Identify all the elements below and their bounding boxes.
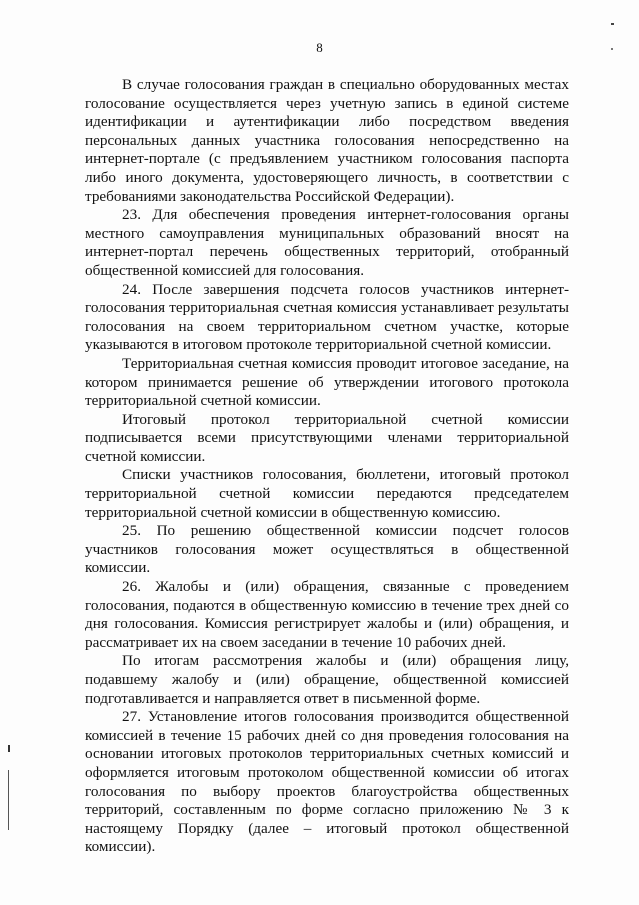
paragraph-item-26: 26. Жалобы и (или) обращения, связанные с проведением голосования, подаются в общественную комиссию в течение трех дней со дня голосования. Комиссия регистрирует жалобы и (или) обращения, и рассматривает их на своем заседании в течение 10 рабочих дней. (85, 578, 569, 651)
paragraph-item-25: 25. По решению общественной комиссии подсчет голосов участников голосования может осуществляться в общественной комиссии. (85, 522, 569, 577)
page-number: 8 (316, 40, 323, 55)
paragraph-complaint-response: По итогам рассмотрения жалобы и (или) обращения лицу, подавшему жалобу и (или) обращение, общественной комиссией подготавливается и направляется ответ в письменной форме. (85, 652, 569, 707)
paragraph-final-meeting: Территориальная счетная комиссия проводит итоговое заседание, на котором принимается решение об утверждении итогового протокола территориальной счетной комиссии. (85, 354, 569, 410)
paragraph-item-24: 24. После завершения подсчета голосов участников интернет-голосования территориальная счетная комиссия устанавливает результаты голосования на своем территориальном счетном участке, которые указываются в итоговом протоколе территориальной счетной комиссии. (85, 280, 569, 354)
scan-artifact-line (8, 770, 9, 830)
paragraph-lists-transfer: Списки участников голосования, бюллетени, итоговый протокол территориальной счетной комиссии передаются председателем территориальной счетной комиссии в общественную комиссию. (85, 466, 569, 521)
scan-artifact-dot (611, 48, 613, 50)
scan-artifact-mark (8, 745, 10, 752)
paragraph-internet-voting-auth: В случае голосования граждан в специально оборудованных местах голосование осуществляется через учетную запись в единой системе идентификации и аутентификации либо посредством введения персональных данных участника голосования непосредственно на интернет-портале (с предъявлением участником голосования паспорта либо иного документа, удостоверяющего личность, в соответствии с требованиями законодательства Российской Федерации). (85, 76, 569, 205)
paragraph-protocol-signing: Итоговый протокол территориальной счетной комиссии подписывается всеми присутствующими членами территориальной счетной комиссии. (85, 410, 569, 465)
paragraph-item-23: 23. Для обеспечения проведения интернет-голосования органы местного самоуправления муниципальных образований вносят на интернет-портал перечень общественных территорий, отобранный общественной комиссией для голосования. (85, 206, 569, 279)
paragraph-item-27: 27. Установление итогов голосования производится общественной комиссией в течение 15 рабочих дней со дня проведения голосования на основании итоговых протоколов территориальных счетных комиссий и оформляется итоговым протоколом общественной комиссии об итогах голосования по выбору проектов благоустройства общественных территорий, составленным по форме согласно приложению № 3 к настоящему Порядку (далее – итоговый протокол общественной комиссии). (85, 708, 569, 856)
document-body (85, 76, 569, 857)
scan-artifact-dot (611, 23, 614, 25)
